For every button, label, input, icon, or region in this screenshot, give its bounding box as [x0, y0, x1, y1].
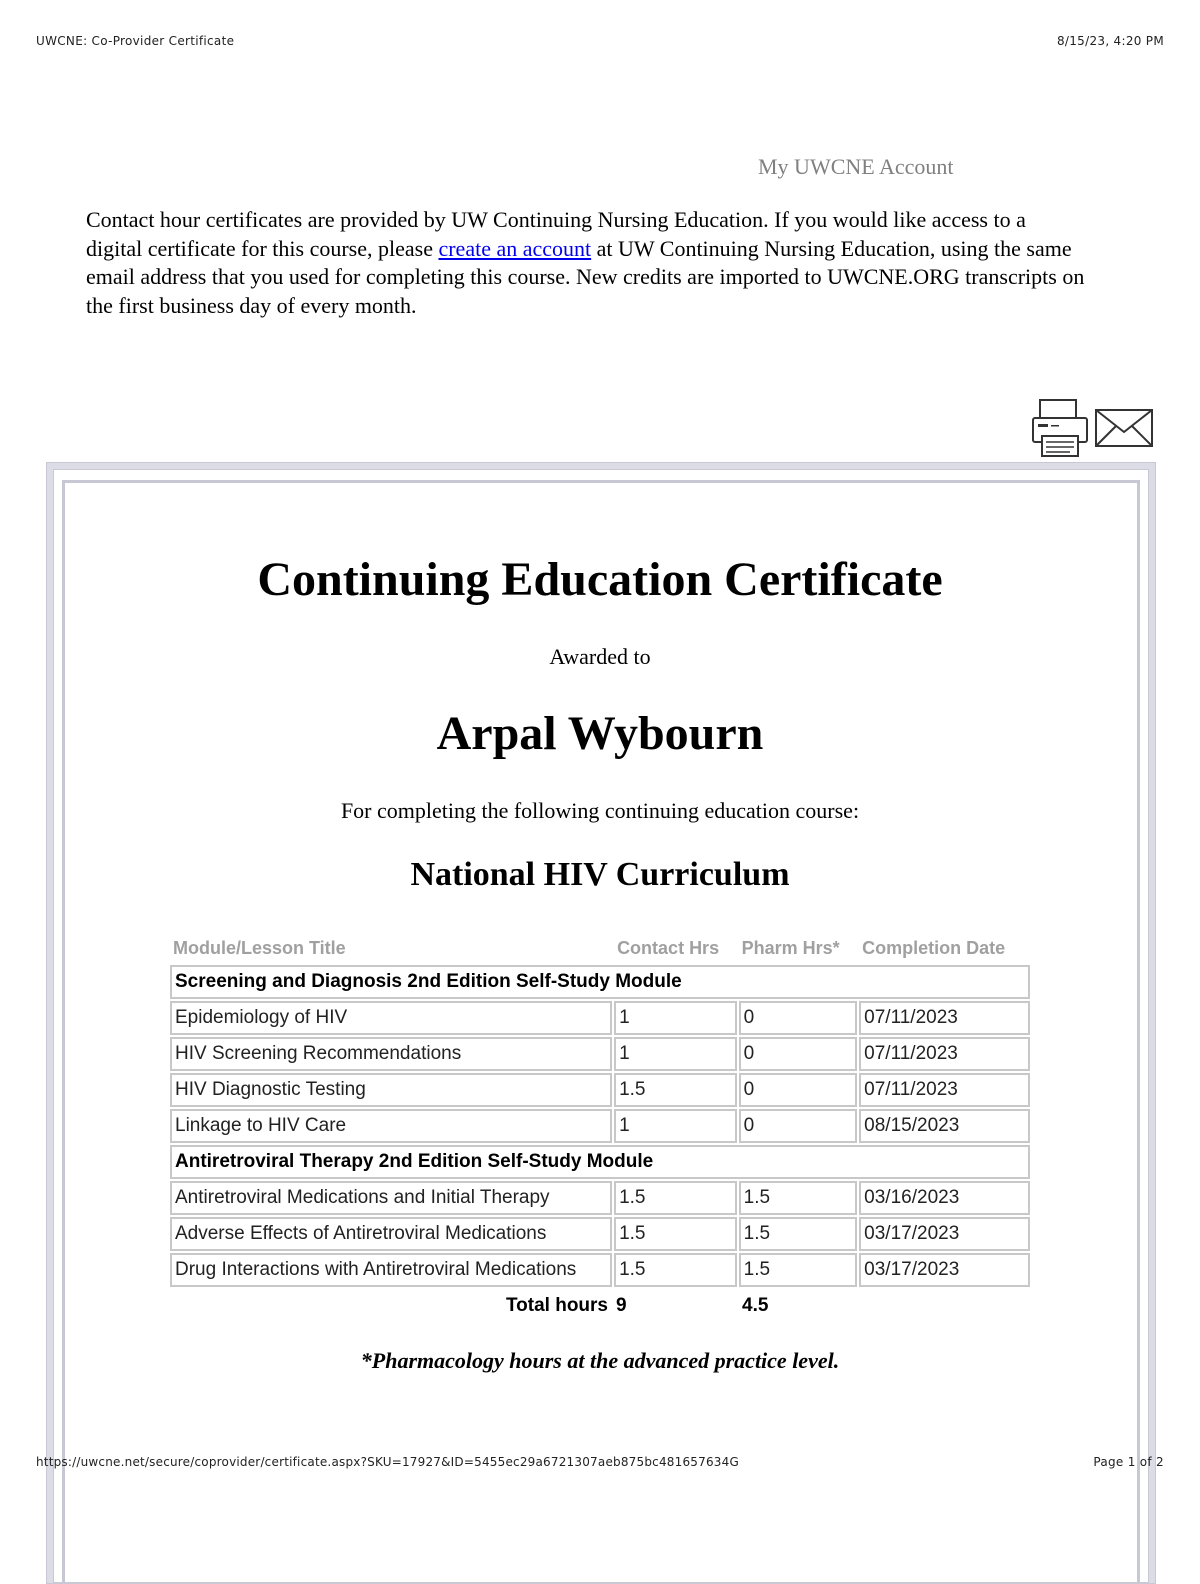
- completion-date: 08/15/2023: [859, 1109, 1030, 1143]
- table-row: [170, 1253, 1030, 1287]
- section-row: [170, 1145, 1030, 1179]
- table-header-row: [170, 936, 1030, 963]
- lesson-title: HIV Diagnostic Testing: [170, 1073, 612, 1107]
- table-row: [170, 1073, 1030, 1107]
- header-contact-hrs: Contact Hrs: [617, 937, 720, 958]
- pharm-hrs: 0: [739, 1109, 858, 1143]
- course-title: National HIV Curriculum: [410, 856, 790, 893]
- intro-text-after: at UW Continuing Nursing Education, using the same email address that you used for completing this course. New credits are imported to UWCNE.ORG transcripts on the first business day of every month.: [86, 235, 1085, 318]
- intro-paragraph: [86, 206, 1086, 320]
- modules-table-wrap: [168, 934, 1032, 1321]
- completion-date: 07/11/2023: [859, 1037, 1030, 1071]
- contact-hrs: 1: [614, 1109, 737, 1143]
- contact-hrs: 1.5: [614, 1253, 737, 1287]
- pharm-hrs: 0: [739, 1001, 858, 1035]
- printer-icon[interactable]: [1030, 398, 1090, 460]
- table-row: [170, 1001, 1030, 1035]
- contact-hrs: 1.5: [614, 1073, 737, 1107]
- intro-text-before: Contact hour certificates are provided by UW Continuing Nursing Education. If you would like access to a digital certificate for this course, please: [86, 207, 1026, 261]
- mail-icon[interactable]: [1094, 408, 1154, 450]
- print-footer-page: Page 1 of 2: [1093, 1455, 1164, 1469]
- contact-hrs: 1.5: [614, 1181, 737, 1215]
- contact-hrs: 1: [614, 1001, 737, 1035]
- total-hours-label: Total hours: [505, 1295, 608, 1316]
- awarded-to-label: Awarded to: [549, 644, 651, 669]
- create-account-link[interactable]: create an account: [438, 235, 592, 261]
- total-pharm-hrs: 4.5: [742, 1295, 769, 1316]
- table-row: [170, 1181, 1030, 1215]
- my-account-link[interactable]: My UWCNE Account: [758, 154, 954, 179]
- modules-table: [168, 934, 1032, 1289]
- table-row: [170, 1037, 1030, 1071]
- section-title: Screening and Diagnosis 2nd Edition Self-Study Module: [170, 965, 1030, 999]
- completion-date: 07/11/2023: [859, 1073, 1030, 1107]
- totals-row: [168, 1291, 1032, 1321]
- header-module-title: Module/Lesson Title: [173, 937, 346, 958]
- pharmacology-footnote: *Pharmacology hours at the advanced practice level.: [360, 1348, 840, 1373]
- completion-date: 03/17/2023: [859, 1253, 1030, 1287]
- completion-date: 03/16/2023: [859, 1181, 1030, 1215]
- pharm-hrs: 1.5: [739, 1253, 858, 1287]
- completion-date: 07/11/2023: [859, 1001, 1030, 1035]
- lesson-title: Drug Interactions with Antiretroviral Medications: [170, 1253, 612, 1287]
- lesson-title: Antiretroviral Medications and Initial Therapy: [170, 1181, 612, 1215]
- lesson-title: Adverse Effects of Antiretroviral Medications: [170, 1217, 612, 1251]
- contact-hrs: 1: [614, 1037, 737, 1071]
- lesson-title: HIV Screening Recommendations: [170, 1037, 612, 1071]
- print-header-title: UWCNE: Co-Provider Certificate: [36, 34, 235, 48]
- lesson-title: Linkage to HIV Care: [170, 1109, 612, 1143]
- pharm-hrs: 0: [739, 1073, 858, 1107]
- header-completion-date: Completion Date: [862, 937, 1006, 958]
- recipient-name: Arpal Wybourn: [436, 707, 764, 760]
- completion-date: 03/17/2023: [859, 1217, 1030, 1251]
- action-icons: [1030, 398, 1156, 460]
- lesson-title: Epidemiology of HIV: [170, 1001, 612, 1035]
- header-pharm-hrs: Pharm Hrs*: [741, 937, 840, 958]
- contact-hrs: 1.5: [614, 1217, 737, 1251]
- section-row: [170, 965, 1030, 999]
- pharm-hrs: 1.5: [739, 1217, 858, 1251]
- total-contact-hrs: 9: [616, 1295, 627, 1316]
- pharm-hrs: 1.5: [739, 1181, 858, 1215]
- pharm-hrs: 0: [739, 1037, 858, 1071]
- table-row: [170, 1217, 1030, 1251]
- completion-statement: For completing the following continuing education course:: [340, 798, 860, 823]
- print-header: [36, 34, 1164, 50]
- print-footer: [36, 1455, 1164, 1471]
- print-header-datetime: 8/15/23, 4:20 PM: [1056, 34, 1164, 48]
- table-row: [170, 1109, 1030, 1143]
- section-title: Antiretroviral Therapy 2nd Edition Self-Study Module: [170, 1145, 1030, 1179]
- certificate-title: Continuing Education Certificate: [257, 553, 943, 606]
- print-footer-url: https://uwcne.net/secure/coprovider/certificate.aspx?SKU=17927&ID=5455ec29a6721307aeb875bc481657634G: [36, 1455, 739, 1469]
